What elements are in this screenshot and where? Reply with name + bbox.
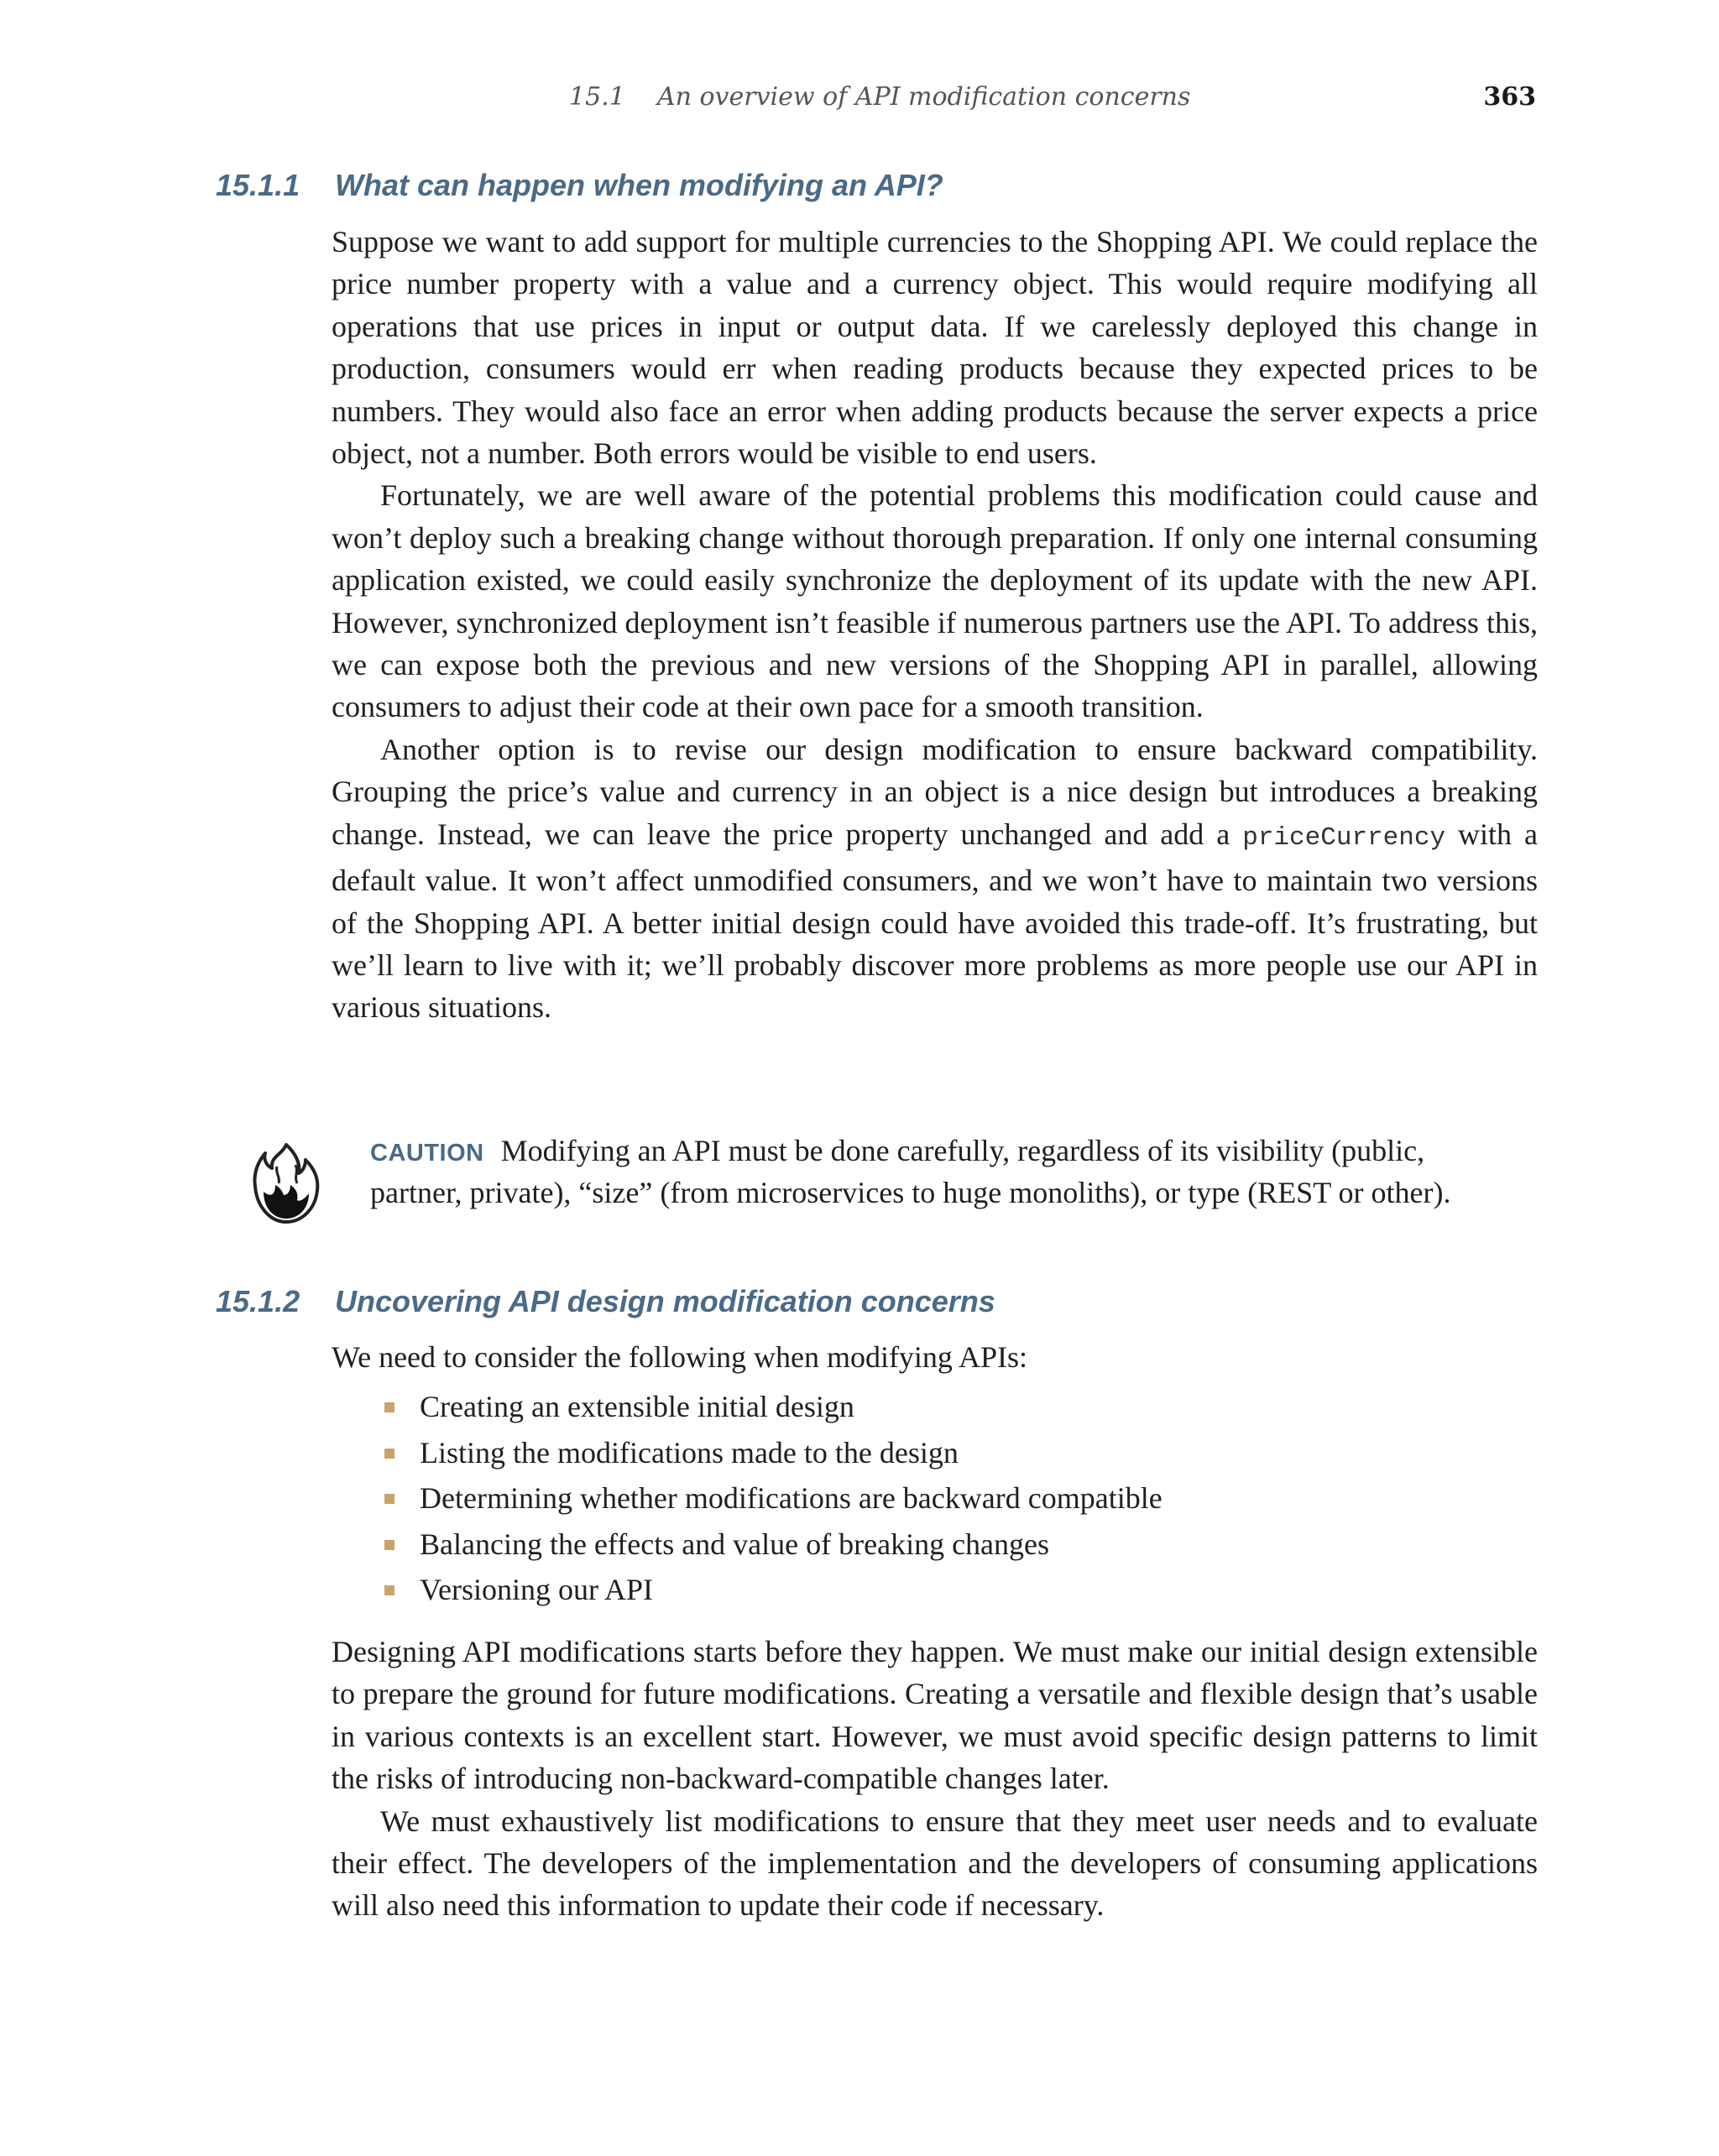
section-1-body (332, 221, 1538, 1029)
paragraph: Designing API modifications starts before they happen. We must make our initial design extensible to prepare the ground for future modifications. Creating a versatile and flexible design that’s usable in various contexts is an excellent start. However, we must avoid specific design patterns to limit the risks of introducing non-backward-compatible changes later. (332, 1635, 1538, 1796)
section-heading-15-1-2 (216, 1284, 995, 1319)
paragraph: We need to consider the following when modifying APIs: (332, 1340, 1027, 1374)
flame-icon (252, 1141, 321, 1225)
page-number: 363 (1483, 82, 1536, 112)
list-item: Creating an extensible initial design (384, 1384, 1163, 1430)
bullet-square-icon (384, 1585, 394, 1595)
caution-text: Modifying an API must be done carefully, regardless of its visibility (public, partner, private), “size” (from microservices to huge monoliths), or type (REST or other). (370, 1134, 1451, 1209)
list-item: Versioning our API (384, 1567, 1163, 1613)
inline-code: priceCurrency (1242, 822, 1446, 853)
section-title: What can happen when modifying an API? (335, 168, 943, 202)
bullet-square-icon (384, 1449, 394, 1459)
bullet-square-icon (384, 1402, 394, 1412)
paragraph: Fortunately, we are well aware of the potential problems this modification could cause and won’t deploy such a breaking change without thorough preparation. If only one internal consuming application existed, we could easily synchronize the deployment of its update with the new API. However, synchronized deployment isn’t feasible if numerous partners use the API. To address this, we can expose both the previous and new versions of the Shopping API in parallel, allowing consumers to adjust their code at their own pace for a smooth transition. (332, 478, 1538, 724)
caution-label: CAUTION (370, 1140, 484, 1167)
section-number: 15.1.2 (216, 1284, 300, 1318)
bullet-square-icon (384, 1494, 394, 1504)
list-item: Determining whether modifications are backward compatible (384, 1475, 1163, 1522)
section-number: 15.1.1 (216, 168, 300, 202)
paragraph-text: Another option is to revise our design modification to ensure backward compatibility. Grouping the price’s value and currency in an object is a nice design but introduces a breaking change. Instead, we can leave the price property unchanged and add a (332, 732, 1538, 851)
section-heading-15-1-1 (216, 168, 943, 203)
caution-note (370, 1131, 1461, 1213)
list-item: Listing the modifications made to the design (384, 1430, 1163, 1476)
paragraph-text: with a default value. It won’t affect unmodified consumers, and we won’t have to maintain two versions of the Shopping API. A better initial design could have avoided this trade-off. It’s frustrating, but we’ll learn to live with it; we’ll probably discover more problems as more people use our API in various situations. (332, 817, 1538, 1025)
bullet-square-icon (384, 1540, 394, 1550)
list-item: Balancing the effects and value of breaking changes (384, 1522, 1163, 1568)
section-title: Uncovering API design modification concerns (335, 1284, 995, 1318)
section-2-body (332, 1631, 1538, 1927)
section-2-intro (332, 1336, 1538, 1378)
paragraph-with-code (332, 728, 1538, 1029)
running-head: 15.1 An overview of API modification concerns (569, 82, 1191, 112)
concern-list (384, 1384, 1163, 1613)
paragraph: We must exhaustively list modifications to ensure that they meet user needs and to evaluate their effect. The developers of the implementation and the developers of consuming applications will also need this information to update their code if necessary. (332, 1804, 1538, 1923)
paragraph: Suppose we want to add support for multiple currencies to the Shopping API. We could replace the price number property with a value and a currency object. This would require modifying all operations that use prices in input or output data. If we carelessly deployed this change in production, consumers would err when reading products because they expected prices to be numbers. They would also face an error when adding products because the server expects a price object, not a number. Both errors would be visible to end users. (332, 225, 1538, 471)
